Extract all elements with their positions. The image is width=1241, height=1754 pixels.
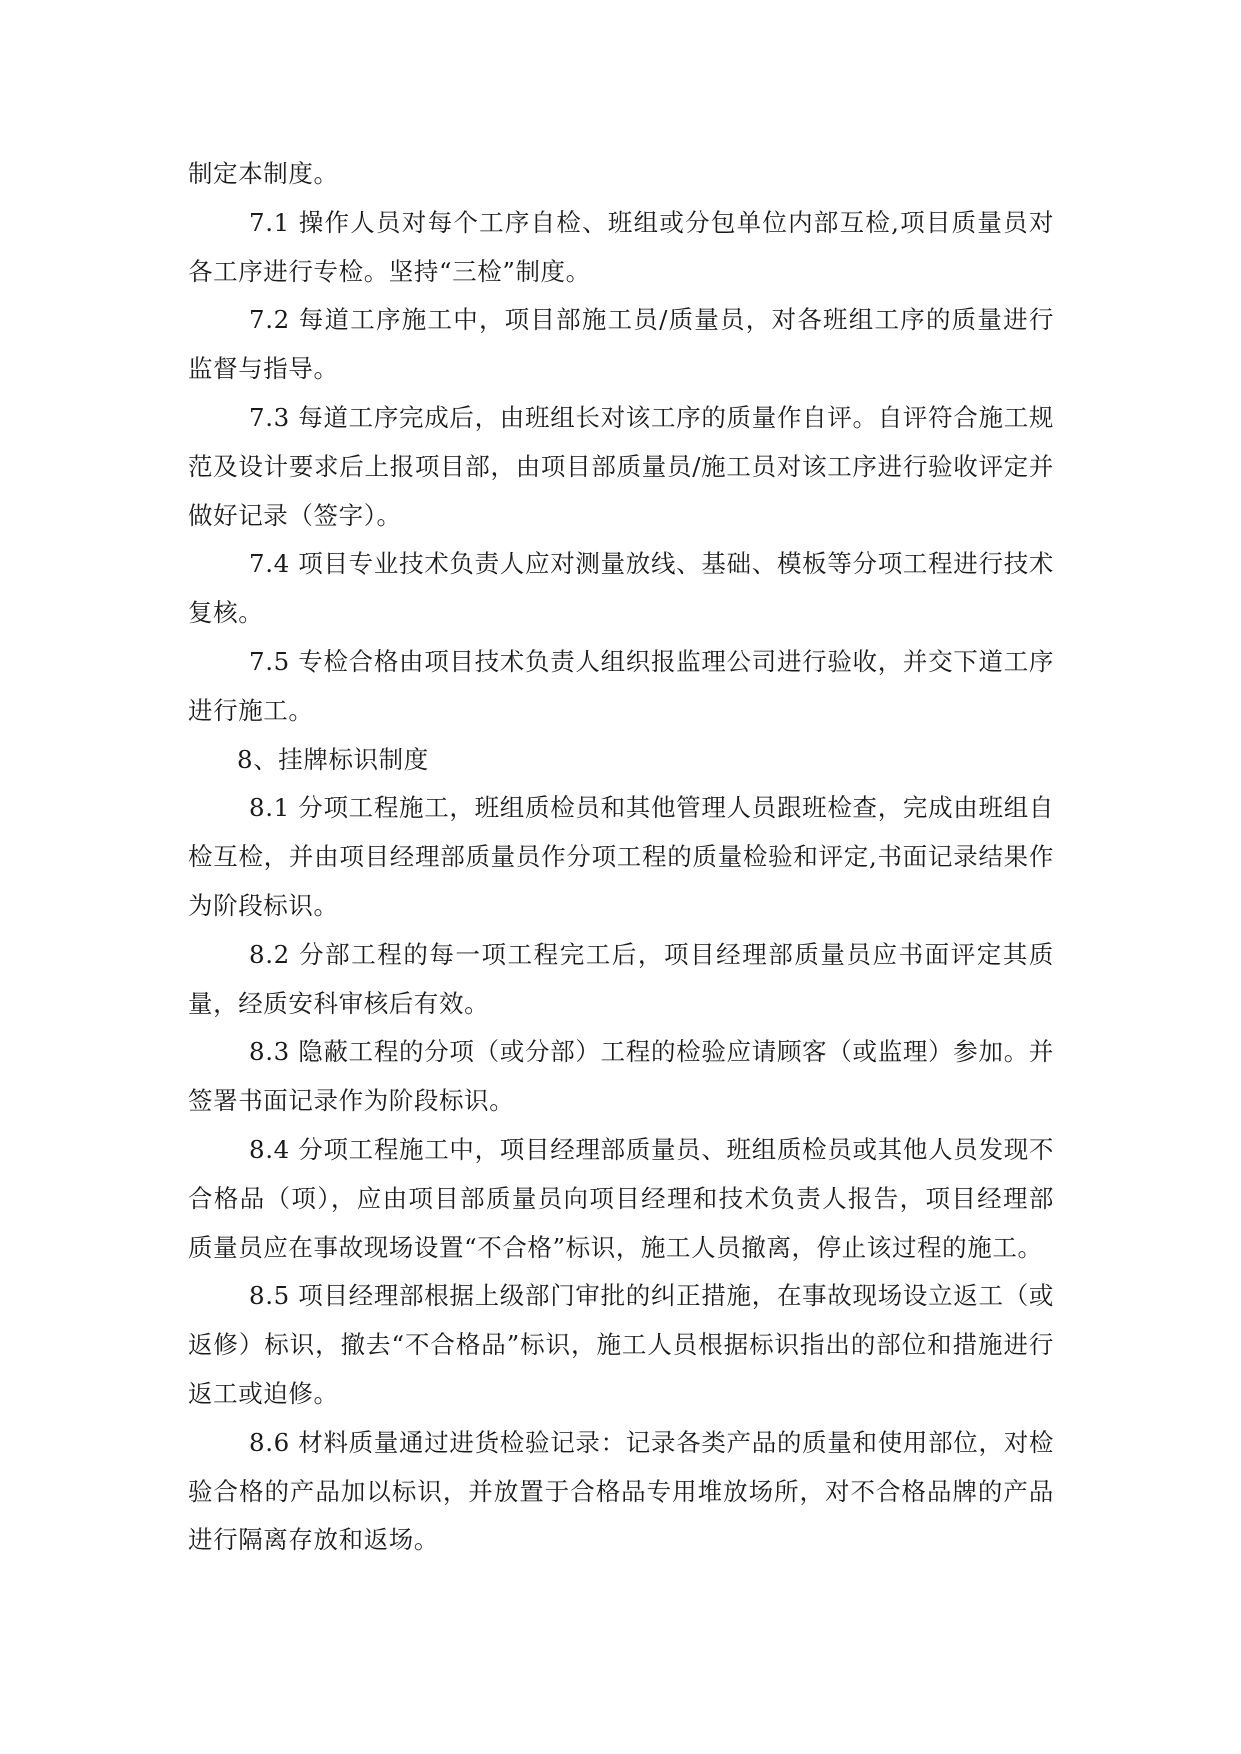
paragraph-8-5: 8.5 项目经理部根据上级部门审批的纠正措施，在事故现场设立返工（或返修）标识，撤去“不合格品”标识，施工人员根据标识指出的部位和措施进行返工或迫修。 — [188, 1281, 1054, 1408]
paragraph-8-2: 8.2 分部工程的每一项工程完工后，项目经理部质量员应书面评定其质量，经质安科审核后有效。 — [188, 939, 1054, 1018]
paragraph-8-1: 8.1 分项工程施工，班组质检员和其他管理人员跟班检查，完成由班组自检互检，并由项目经理部质量员作分项工程的质量检验和评定,书面记录结果作为阶段标识。 — [188, 793, 1054, 920]
paragraph-8-6: 8.6 材料质量通过进货检验记录：记录各类产品的质量和使用部位，对检验合格的产品加以标识，并放置于合格品专用堆放场所，对不合格品牌的产品进行隔离存放和返场。 — [188, 1427, 1054, 1555]
paragraph-8-4: 8.4 分项工程施工中，项目经理部质量员、班组质检员或其他人员发现不合格品（项），应由项目部质量员向项目经理和技术负责人报告，项目经理部质量员应在事故现场设置“不合格”标识，施工人员撤离，停止该过程的施工。 — [188, 1134, 1054, 1262]
paragraph-7-1: 7.1 操作人员对每个工序自检、班组或分包单位内部互检,项目质量员对各工序进行专检。坚持“三检”制度。 — [188, 207, 1054, 286]
paragraph-8-3: 8.3 隐蔽工程的分项（或分部）工程的检验应请顾客（或监理）参加。并签署书面记录作为阶段标识。 — [188, 1037, 1054, 1116]
document-body — [188, 150, 1054, 1565]
paragraph-7-3: 7.3 每道工序完成后，由班组长对该工序的质量作自评。自评符合施工规范及设计要求后上报项目部，由项目部质量员/施工员对该工序进行验收评定并做好记录（签字）。 — [188, 402, 1054, 530]
paragraph-7-5: 7.5 专检合格由项目技术负责人组织报监理公司进行验收，并交下道工序进行施工。 — [188, 646, 1054, 725]
paragraph-continuation: 制定本制度。 — [188, 159, 339, 188]
paragraph-7-4: 7.4 项目专业技术负责人应对测量放线、基础、模板等分项工程进行技术复核。 — [188, 549, 1054, 628]
section-heading-8: 8、挂牌标识制度 — [237, 744, 429, 774]
paragraph-7-2: 7.2 每道工序施工中，项目部施工员/质量员，对各班组工序的质量进行监督与指导。 — [188, 305, 1054, 384]
